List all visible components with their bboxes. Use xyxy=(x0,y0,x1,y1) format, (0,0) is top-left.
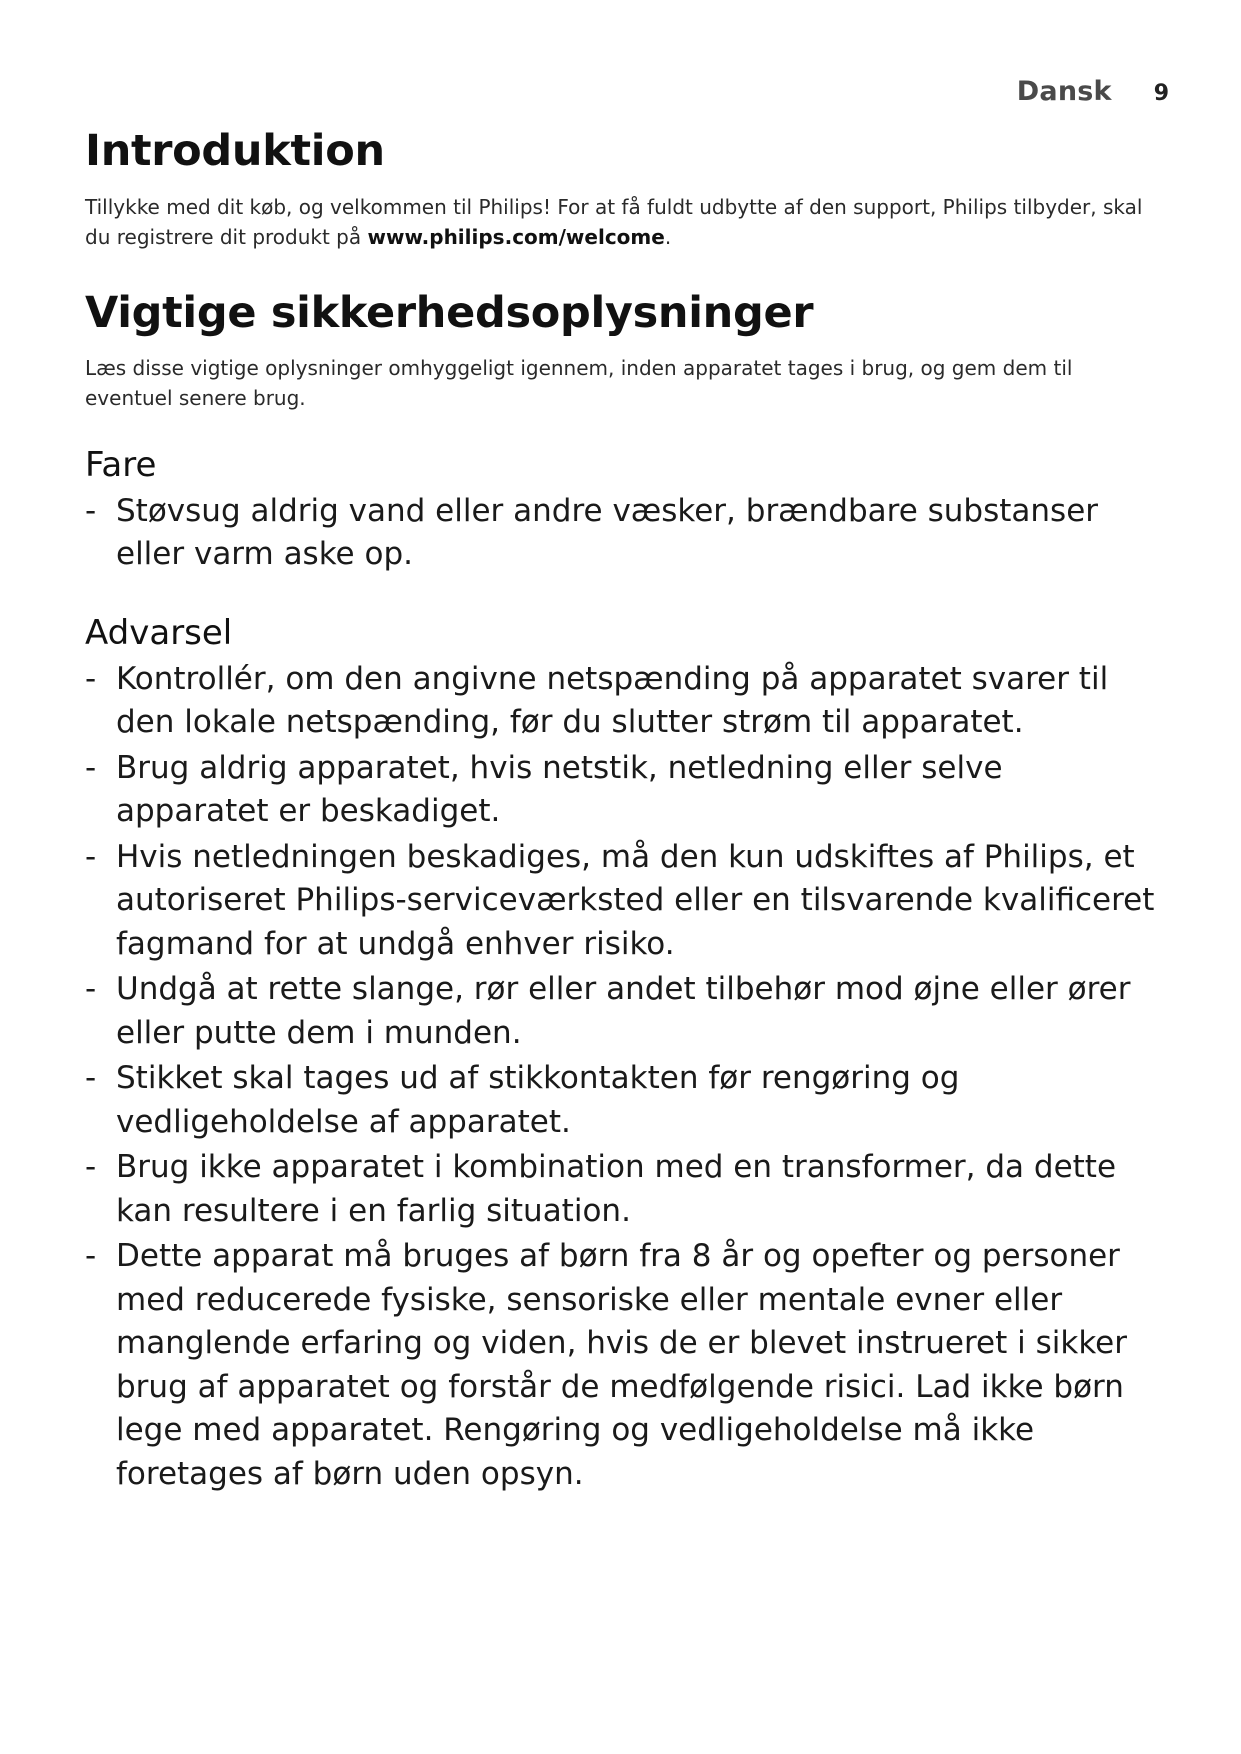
bullet-dash: - xyxy=(85,660,97,697)
bullet-dash: - xyxy=(85,1238,97,1275)
list-item xyxy=(85,968,1155,1055)
list-item-text: Hvis netledningen beskadiges, må den kun udskiftes af Philips, et autoriseret Philips-serviceværksted eller en tilsvarende kvalificeret fagmand for at undgå enhver risiko. xyxy=(116,838,1155,962)
list-item xyxy=(85,658,1155,745)
introduction-text: Tillykke med dit køb, og velkommen til Philips! For at få fuldt udbytte af den support, Philips tilbyder, skal du registrere dit produkt på xyxy=(85,194,1143,249)
registration-link[interactable]: www.philips.com/welcome xyxy=(367,224,665,249)
list-item xyxy=(85,836,1155,967)
list-item-text: Brug ikke apparatet i kombination med en transformer, da dette kan resultere i en farlig situation. xyxy=(116,1149,1117,1229)
list-item-text: Brug aldrig apparatet, hvis netstik, netledning eller selve apparatet er beskadiget. xyxy=(116,749,1003,830)
introduction-heading: Introduktion xyxy=(85,126,385,176)
warning-list xyxy=(85,658,1155,1497)
list-item-text: Stikket skal tages ud af stikkontakten før rengøring og vedligeholdelse af apparatet. xyxy=(116,1060,960,1140)
document-body xyxy=(85,126,1155,1498)
list-item xyxy=(85,1235,1155,1496)
danger-list xyxy=(85,490,1155,577)
page-number: 9 xyxy=(1153,81,1169,106)
list-item xyxy=(85,490,1155,577)
list-item-text: Dette apparat må bruges af børn fra 8 år og opefter og personer med reducerede fysiske, sensoriske eller mentale evner eller manglende erfaring og viden, hvis de er blevet instrueret i sikker brug af apparatet og forstår de medfølgende risici. Lad ikke børn lege med apparatet. Rengøring og vedligeholdelse må ikke foretages af børn uden opsyn. xyxy=(116,1238,1127,1492)
introduction-paragraph xyxy=(85,192,1155,252)
list-item-text: Støvsug aldrig vand eller andre væsker, brændbare substanser eller varm aske op. xyxy=(116,492,1099,573)
danger-heading: Fare xyxy=(85,445,157,486)
bullet-dash: - xyxy=(85,492,97,529)
safety-intro-paragraph: Læs disse vigtige oplysninger omhyggeligt igennem, inden apparatet tages i brug, og gem dem til eventuel senere brug. xyxy=(85,356,1073,411)
list-item xyxy=(85,1057,1155,1144)
list-item-text: Kontrollér, om den angivne netspænding på apparatet svarer til den lokale netspænding, før du slutter strøm til apparatet. xyxy=(116,660,1109,741)
introduction-text-end: . xyxy=(664,224,672,249)
warning-heading: Advarsel xyxy=(85,612,233,653)
safety-heading: Vigtige sikkerhedsoplysninger xyxy=(85,287,814,338)
language-label: Dansk xyxy=(1016,76,1112,107)
list-item-text: Undgå at rette slange, rør eller andet tilbehør mod øjne eller ører eller putte dem i munden. xyxy=(116,971,1131,1051)
bullet-dash: - xyxy=(85,838,97,875)
list-item xyxy=(85,747,1155,834)
bullet-dash: - xyxy=(85,749,97,786)
list-item xyxy=(85,1146,1155,1233)
bullet-dash: - xyxy=(85,971,97,1008)
bullet-dash: - xyxy=(85,1149,97,1186)
page-header xyxy=(1017,76,1169,107)
bullet-dash: - xyxy=(85,1060,97,1097)
